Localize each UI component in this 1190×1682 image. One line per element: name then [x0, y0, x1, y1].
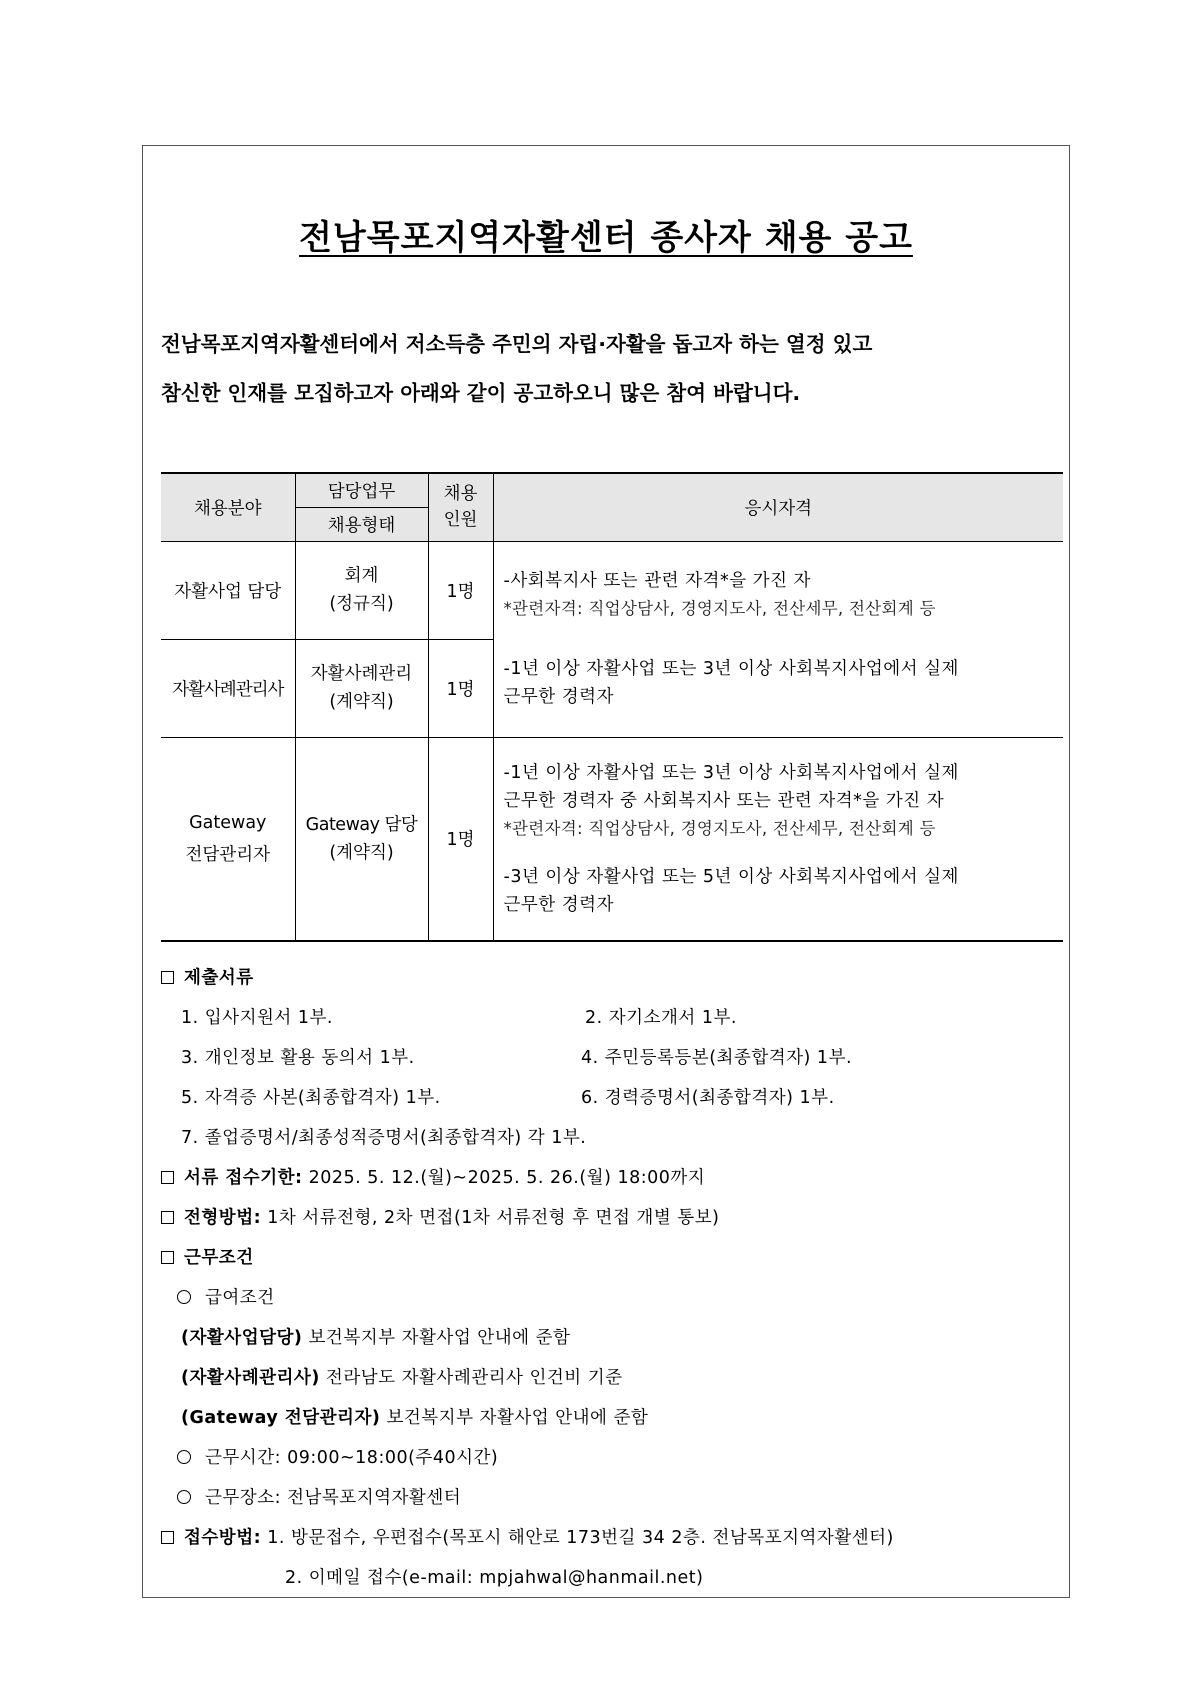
checkbox-square-icon — [161, 1251, 174, 1264]
documents-row — [161, 1038, 1051, 1078]
row-count: 1명 — [428, 737, 493, 941]
place-line: 근무장소: 전남목포지역자활센터 — [161, 1478, 1051, 1518]
header-field: 채용분야 — [161, 473, 295, 541]
checkbox-square-icon — [161, 1531, 174, 1544]
document-item: 1. 입사지원서 1부. — [181, 1008, 333, 1028]
checkbox-square-icon — [161, 1171, 174, 1184]
salary-item: (자활사례관리사) 전라남도 자활사례관리사 인건비 기준 — [181, 1368, 623, 1388]
document-item: 4. 주민등록등본(최종합격자) 1부. — [581, 1048, 853, 1068]
document-item: 7. 졸업증명서/최종성적증명서(최종합격자) 각 1부. — [181, 1128, 587, 1148]
documents-heading: 제출서류 — [161, 958, 1051, 998]
intro-line: 참신한 인재를 모집하고자 아래와 같이 공고하오니 많은 참여 바랍니다. — [161, 381, 801, 405]
salary-heading: 급여조건 — [161, 1278, 1051, 1318]
application-email-line: 2. 이메일 접수(e-mail: mpjahwal@hanmail.net) — [285, 1568, 704, 1588]
document-item: 3. 개인정보 활용 동의서 1부. — [181, 1048, 415, 1068]
row-duty: Gateway 담당 (계약직) — [295, 737, 428, 941]
qualification-cell: -1년 이상 자활사업 또는 3년 이상 사회복지사업에서 실제 근무한 경력자 중 사회복지사 또는 관련 자격*을 가진 자 *관련자격: 직업상담사, 경영지도사, 전산세무, 전산회계 등 -3년 이상 자활사업 또는 5년 이상 사회복지사업에서 실제 근무한 경력자 — [493, 737, 1063, 941]
checkbox-square-icon — [161, 971, 174, 984]
salary-item: (자활사업담당) 보건복지부 자활사업 안내에 준함 — [181, 1328, 571, 1348]
table-row — [161, 541, 1063, 639]
recruitment-table — [161, 472, 1063, 942]
row-count: 1명 — [428, 541, 493, 639]
row-duty: 회계 (정규직) — [295, 541, 428, 639]
qualification-cell: -사회복지사 또는 관련 자격*을 가진 자 *관련자격: 직업상담사, 경영지도사, 전산세무, 전산회계 등 -1년 이상 자활사업 또는 3년 이상 사회복지사업에서 실제 근무한 경력자 — [493, 541, 1063, 737]
header-count: 채용 인원 — [428, 473, 493, 541]
details-section — [161, 958, 1051, 1598]
application-line: 접수방법: 1. 방문접수, 우편접수(목포시 해안로 173번길 34 2층. 전남목포지역자활센터) — [161, 1518, 1051, 1558]
documents-row — [161, 1078, 1051, 1118]
header-duty: 담당업무 — [295, 473, 428, 507]
header-type: 채용형태 — [295, 507, 428, 541]
selection-line: 전형방법: 1차 서류전형, 2차 면접(1차 서류전형 후 면접 개별 통보) — [161, 1198, 1051, 1238]
table-row — [161, 737, 1063, 941]
intro-paragraph — [161, 320, 1051, 418]
documents-row — [161, 1118, 1051, 1158]
row-field: Gateway 전담관리자 — [161, 737, 295, 941]
row-duty: 자활사례관리 (계약직) — [295, 639, 428, 737]
intro-line: 전남목포지역자활센터에서 저소득층 주민의 자립·자활을 돕고자 하는 열정 있고 — [161, 332, 873, 356]
circle-bullet-icon — [177, 1290, 191, 1304]
row-field: 자활사업 담당 — [161, 541, 295, 639]
document-item: 6. 경력증명서(최종합격자) 1부. — [581, 1088, 835, 1108]
notice-frame — [142, 145, 1070, 1598]
circle-bullet-icon — [177, 1450, 191, 1464]
salary-item: (Gateway 전담관리자) 보건복지부 자활사업 안내에 준함 — [181, 1408, 649, 1428]
row-field: 자활사례관리사 — [161, 639, 295, 737]
deadline-line: 서류 접수기한: 2025. 5. 12.(월)~2025. 5. 26.(월) 18:00까지 — [161, 1158, 1051, 1198]
conditions-heading: 근무조건 — [161, 1238, 1051, 1278]
circle-bullet-icon — [177, 1490, 191, 1504]
row-count: 1명 — [428, 639, 493, 737]
page-title: 전남목포지역자활센터 종사자 채용 공고 — [299, 218, 913, 258]
documents-row — [161, 998, 1051, 1038]
hours-line: 근무시간: 09:00~18:00(주40시간) — [161, 1438, 1051, 1478]
checkbox-square-icon — [161, 1211, 174, 1224]
document-item: 2. 자기소개서 1부. — [585, 1008, 737, 1028]
document-item: 5. 자격증 사본(최종합격자) 1부. — [181, 1088, 441, 1108]
header-qualification: 응시자격 — [493, 473, 1063, 541]
